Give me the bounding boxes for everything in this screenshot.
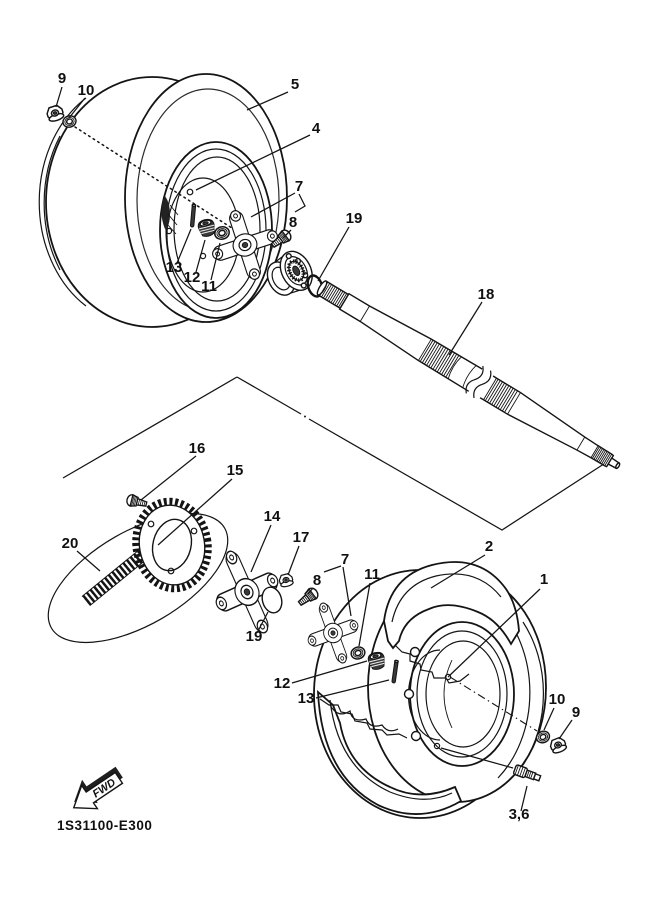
rear-axle-shaft [312, 273, 628, 480]
callout-3-6[interactable]: 3,6 [508, 806, 530, 823]
chain-loop-outline [28, 487, 248, 668]
drive-sprocket [129, 495, 215, 594]
callout-12-top[interactable]: 12 [183, 269, 201, 286]
callout-17[interactable]: 17 [292, 529, 310, 546]
wheel-assembly-bottom [314, 562, 568, 818]
hub-bolt-bottom [296, 586, 320, 608]
callout-9-top[interactable]: 9 [57, 70, 67, 87]
fwd-label: FWD [90, 776, 119, 801]
callout-7-top[interactable]: 7 [294, 178, 304, 195]
callout-5[interactable]: 5 [290, 76, 300, 93]
callout-9-bottom[interactable]: 9 [571, 704, 581, 721]
callout-8-top[interactable]: 8 [288, 214, 298, 231]
diagram-code: 1S31100-E300 [57, 818, 153, 833]
callout-11-bottom[interactable]: 11 [364, 566, 380, 583]
callout-7-bottom[interactable]: 7 [340, 551, 350, 568]
callout-16[interactable]: 16 [188, 440, 206, 457]
callout-20[interactable]: 20 [61, 535, 79, 552]
axle-nut-9-top [46, 104, 65, 122]
callout-10-bottom[interactable]: 10 [548, 691, 566, 708]
callout-11-top[interactable]: 11 [201, 278, 217, 295]
callout-19-bottom[interactable]: 19 [245, 628, 263, 645]
callout-19-top[interactable]: 19 [345, 210, 363, 227]
nut-17 [278, 573, 294, 588]
callout-10-top[interactable]: 10 [77, 82, 95, 99]
callout-14[interactable]: 14 [263, 508, 281, 525]
axle-nut-9-bottom [549, 736, 568, 754]
callout-13-bottom[interactable]: 13 [297, 690, 315, 707]
callout-8-bottom[interactable]: 8 [312, 572, 322, 589]
callout-4[interactable]: 4 [311, 120, 321, 137]
callout-15[interactable]: 15 [226, 462, 244, 479]
tire-valve [513, 765, 541, 783]
callout-2[interactable]: 2 [484, 538, 494, 555]
callout-13-top[interactable]: 13 [165, 259, 183, 276]
fwd-arrow-icon [63, 760, 129, 819]
callout-1[interactable]: 1 [539, 571, 549, 588]
callout-18[interactable]: 18 [477, 286, 495, 303]
sprocket-bolt [126, 494, 148, 510]
callout-12-bottom[interactable]: 12 [273, 675, 291, 692]
